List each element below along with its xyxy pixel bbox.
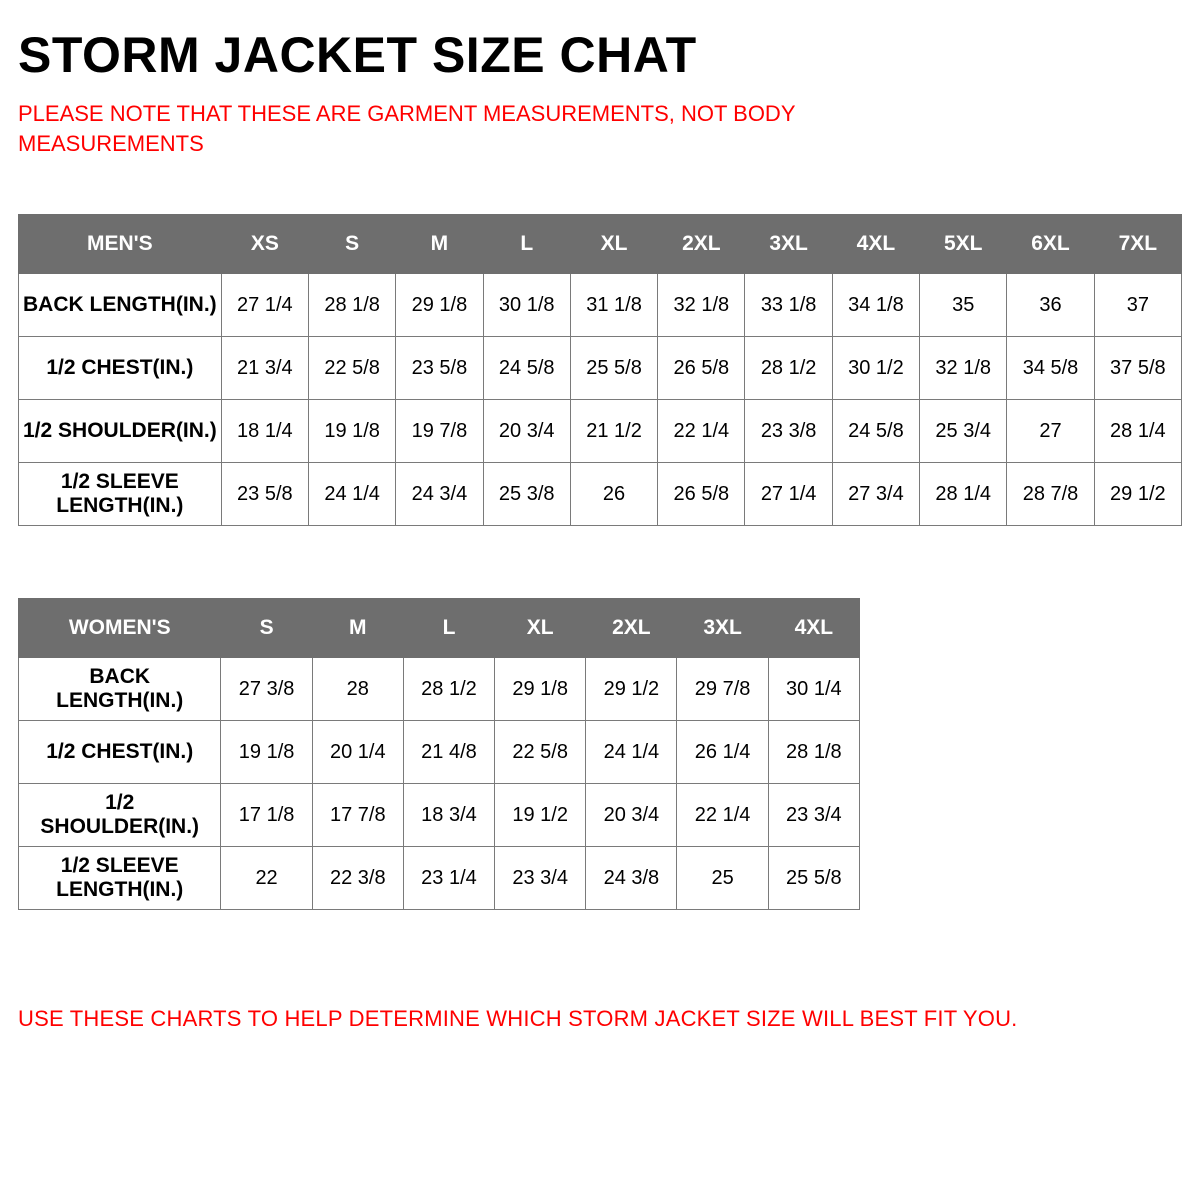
- table-cell: 25 3/4: [920, 400, 1007, 463]
- womens-size-col-2xl: 2XL: [586, 599, 677, 658]
- table-cell: 29 1/2: [1094, 463, 1181, 526]
- mens-row-label-back-length: BACK LENGTH(IN.): [19, 274, 222, 337]
- table-cell: 30 1/4: [768, 658, 859, 721]
- table-cell: 22: [221, 847, 312, 910]
- table-cell: 23 5/8: [221, 463, 308, 526]
- mens-table-body: [19, 274, 1182, 526]
- table-cell: 26: [570, 463, 657, 526]
- mens-size-col-4xl: 4XL: [832, 215, 919, 274]
- table-cell: 23 3/4: [495, 847, 586, 910]
- table-cell: 27 1/4: [221, 274, 308, 337]
- mens-table-header: [19, 215, 1182, 274]
- mens-row-label-half-shoulder: 1/2 SHOULDER(IN.): [19, 400, 222, 463]
- womens-table-body: [19, 658, 860, 910]
- table-row: [19, 721, 860, 784]
- table-cell: 31 1/8: [570, 274, 657, 337]
- bottom-help-note: USE THESE CHARTS TO HELP DETERMINE WHICH STORM JACKET SIZE WILL BEST FIT YOU.: [18, 1006, 1018, 1032]
- womens-table-header: [19, 599, 860, 658]
- table-cell: 34 5/8: [1007, 337, 1094, 400]
- mens-size-col-5xl: 5XL: [920, 215, 1007, 274]
- table-cell: 17 1/8: [221, 784, 312, 847]
- table-cell: 20 1/4: [312, 721, 403, 784]
- table-cell: 28: [312, 658, 403, 721]
- table-cell: 28 1/8: [308, 274, 395, 337]
- table-cell: 24 1/4: [586, 721, 677, 784]
- table-cell: 25 5/8: [768, 847, 859, 910]
- table-cell: 19 7/8: [396, 400, 483, 463]
- table-cell: 23 1/4: [403, 847, 494, 910]
- table-row: [19, 784, 860, 847]
- table-cell: 28 1/4: [1094, 400, 1181, 463]
- table-cell: 23 3/8: [745, 400, 832, 463]
- table-cell: 34 1/8: [832, 274, 919, 337]
- table-cell: 19 1/8: [221, 721, 312, 784]
- table-cell: 26 5/8: [658, 337, 745, 400]
- table-cell: 21 1/2: [570, 400, 657, 463]
- table-cell: 17 7/8: [312, 784, 403, 847]
- mens-size-col-m: M: [396, 215, 483, 274]
- table-header-row: [19, 599, 860, 658]
- table-cell: 37: [1094, 274, 1181, 337]
- table-cell: 30 1/2: [832, 337, 919, 400]
- table-cell: 24 3/4: [396, 463, 483, 526]
- womens-row-label-half-chest: 1/2 CHEST(IN.): [19, 721, 221, 784]
- table-cell: 24 3/8: [586, 847, 677, 910]
- table-cell: 20 3/4: [586, 784, 677, 847]
- table-row: [19, 463, 1182, 526]
- mens-size-col-7xl: 7XL: [1094, 215, 1181, 274]
- table-cell: 22 5/8: [495, 721, 586, 784]
- womens-size-table: [18, 598, 860, 910]
- table-cell: 21 3/4: [221, 337, 308, 400]
- womens-table-title: WOMEN'S: [19, 599, 221, 658]
- table-cell: 24 1/4: [308, 463, 395, 526]
- table-row: [19, 337, 1182, 400]
- table-cell: 22 1/4: [658, 400, 745, 463]
- table-header-row: [19, 215, 1182, 274]
- table-cell: 28 1/4: [920, 463, 1007, 526]
- table-cell: 25: [677, 847, 768, 910]
- page-title: STORM JACKET SIZE CHAT: [18, 27, 697, 83]
- table-cell: 26 5/8: [658, 463, 745, 526]
- womens-size-col-s: S: [221, 599, 312, 658]
- table-cell: 27 3/8: [221, 658, 312, 721]
- mens-size-table-container: [18, 214, 1182, 526]
- mens-size-col-s: S: [308, 215, 395, 274]
- mens-size-col-6xl: 6XL: [1007, 215, 1094, 274]
- mens-size-col-2xl: 2XL: [658, 215, 745, 274]
- table-cell: 23 3/4: [768, 784, 859, 847]
- womens-size-col-xl: XL: [495, 599, 586, 658]
- table-cell: 28 7/8: [1007, 463, 1094, 526]
- table-cell: 29 1/8: [396, 274, 483, 337]
- mens-size-col-l: L: [483, 215, 570, 274]
- table-cell: 27 1/4: [745, 463, 832, 526]
- mens-row-label-half-chest: 1/2 CHEST(IN.): [19, 337, 222, 400]
- womens-row-label-back-length: BACK LENGTH(IN.): [19, 658, 221, 721]
- table-cell: 26 1/4: [677, 721, 768, 784]
- table-cell: 36: [1007, 274, 1094, 337]
- table-cell: 29 1/8: [495, 658, 586, 721]
- mens-row-label-half-sleeve-length: 1/2 SLEEVE LENGTH(IN.): [19, 463, 222, 526]
- table-cell: 27 3/4: [832, 463, 919, 526]
- mens-size-col-3xl: 3XL: [745, 215, 832, 274]
- table-row: [19, 400, 1182, 463]
- table-cell: 22 5/8: [308, 337, 395, 400]
- table-cell: 19 1/8: [308, 400, 395, 463]
- table-cell: 23 5/8: [396, 337, 483, 400]
- womens-size-table-container: [18, 598, 1182, 910]
- table-cell: 24 5/8: [483, 337, 570, 400]
- table-cell: 32 1/8: [658, 274, 745, 337]
- womens-size-col-l: L: [403, 599, 494, 658]
- mens-size-table: [18, 214, 1182, 526]
- table-cell: 35: [920, 274, 1007, 337]
- mens-size-col-xl: XL: [570, 215, 657, 274]
- table-cell: 37 5/8: [1094, 337, 1181, 400]
- table-cell: 25 5/8: [570, 337, 657, 400]
- table-cell: 20 3/4: [483, 400, 570, 463]
- womens-size-col-m: M: [312, 599, 403, 658]
- table-cell: 32 1/8: [920, 337, 1007, 400]
- womens-size-col-3xl: 3XL: [677, 599, 768, 658]
- table-cell: 29 7/8: [677, 658, 768, 721]
- mens-table-title: MEN'S: [19, 215, 222, 274]
- table-cell: 28 1/8: [768, 721, 859, 784]
- table-cell: 18 1/4: [221, 400, 308, 463]
- mens-size-col-xs: XS: [221, 215, 308, 274]
- table-cell: 24 5/8: [832, 400, 919, 463]
- table-cell: 22 3/8: [312, 847, 403, 910]
- top-disclaimer-note: PLEASE NOTE THAT THESE ARE GARMENT MEASUREMENTS, NOT BODY MEASUREMENTS: [18, 101, 796, 156]
- table-cell: 22 1/4: [677, 784, 768, 847]
- womens-row-label-half-sleeve-length: 1/2 SLEEVE LENGTH(IN.): [19, 847, 221, 910]
- table-cell: 33 1/8: [745, 274, 832, 337]
- table-cell: 27: [1007, 400, 1094, 463]
- table-cell: 21 4/8: [403, 721, 494, 784]
- table-cell: 18 3/4: [403, 784, 494, 847]
- table-row: [19, 847, 860, 910]
- womens-size-col-4xl: 4XL: [768, 599, 859, 658]
- table-cell: 28 1/2: [403, 658, 494, 721]
- table-cell: 19 1/2: [495, 784, 586, 847]
- table-cell: 28 1/2: [745, 337, 832, 400]
- table-cell: 29 1/2: [586, 658, 677, 721]
- table-cell: 25 3/8: [483, 463, 570, 526]
- table-cell: 30 1/8: [483, 274, 570, 337]
- table-row: [19, 658, 860, 721]
- womens-row-label-half-shoulder: 1/2 SHOULDER(IN.): [19, 784, 221, 847]
- table-row: [19, 274, 1182, 337]
